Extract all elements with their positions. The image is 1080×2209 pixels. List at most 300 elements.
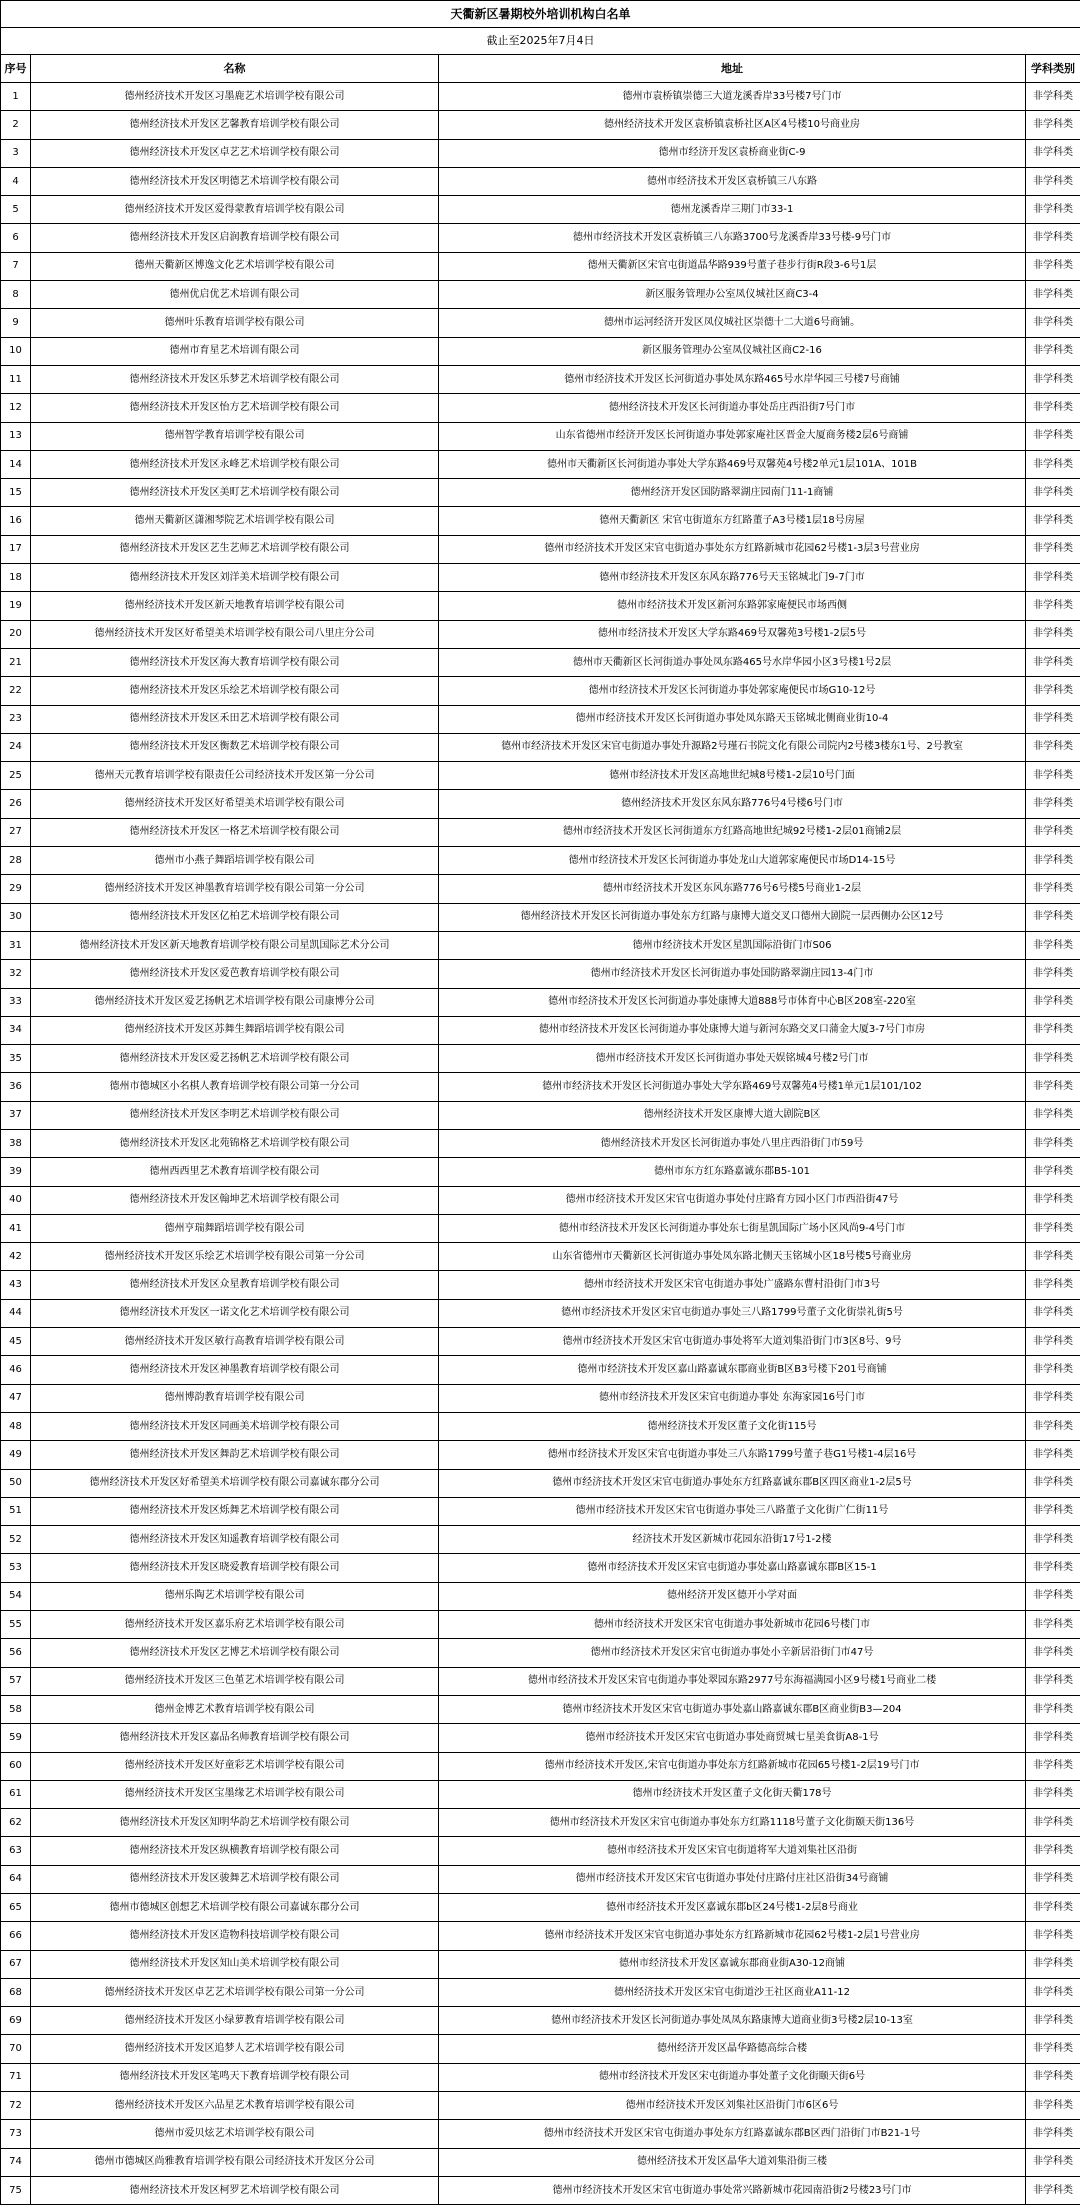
cell-address: 德州市经济技术开发区宋官屯街道办事处东方红路新城市花园62号楼1-3层3号营业房 <box>439 535 1026 563</box>
table-row <box>1 139 1080 167</box>
cell-name: 德州经济技术开发区苏舞生舞蹈培训学校有限公司 <box>31 1016 439 1044</box>
cell-index: 35 <box>1 1045 31 1073</box>
cell-category: 非学科类 <box>1026 1186 1080 1214</box>
table-row <box>1 1667 1080 1695</box>
cell-index: 9 <box>1 309 31 337</box>
cell-index: 48 <box>1 1412 31 1440</box>
cell-index: 6 <box>1 224 31 252</box>
header-index: 序号 <box>1 55 31 83</box>
cell-name: 德州经济技术开发区知明华韵艺术培训学校有限公司 <box>31 1809 439 1837</box>
cell-index: 67 <box>1 1950 31 1978</box>
table-row <box>1 847 1080 875</box>
cell-index: 46 <box>1 1356 31 1384</box>
cell-name: 德州经济技术开发区乐绘艺术培训学校有限公司第一分公司 <box>31 1243 439 1271</box>
cell-index: 74 <box>1 2148 31 2176</box>
cell-index: 38 <box>1 1129 31 1157</box>
cell-index: 18 <box>1 564 31 592</box>
table-row <box>1 1243 1080 1271</box>
cell-name: 德州经济技术开发区一诺文化艺术培训学校有限公司 <box>31 1299 439 1327</box>
cell-address: 德州市经济技术开发区宋官屯街道办事处三八东路1799号董子巷G1号楼1-4层16号 <box>439 1441 1026 1469</box>
table-row <box>1 1582 1080 1610</box>
table-row <box>1 1384 1080 1412</box>
cell-name: 德州经济技术开发区习墨鹿艺术培训学校有限公司 <box>31 83 439 111</box>
table-row <box>1 1214 1080 1242</box>
cell-address: 德州市经济技术开发区长河街道办事处凤东路465号水岸华园三号楼7号商铺 <box>439 365 1026 393</box>
cell-index: 50 <box>1 1469 31 1497</box>
cell-name: 德州经济技术开发区舞韵艺术培训学校有限公司 <box>31 1441 439 1469</box>
cell-address: 德州市经济技术开发区宋官屯街道办事处嘉山路嘉诚东郡B区15-1 <box>439 1554 1026 1582</box>
table-row <box>1 1441 1080 1469</box>
cell-name: 德州市小燕子舞蹈培训学校有限公司 <box>31 847 439 875</box>
table-row <box>1 252 1080 280</box>
cell-index: 10 <box>1 337 31 365</box>
cell-address: 德州经济开发区德开小学对面 <box>439 1582 1026 1610</box>
table-row <box>1 1016 1080 1044</box>
cell-name: 德州经济技术开发区爱艺扬帆艺术培训学校有限公司康博分公司 <box>31 988 439 1016</box>
header-category: 学科类别 <box>1026 55 1080 83</box>
cell-name: 德州市育星艺术培训有限公司 <box>31 337 439 365</box>
cell-address: 德州市经济技术开发区长河街道东方红路高地世纪城92号楼1-2层01商铺2层 <box>439 818 1026 846</box>
cell-category: 非学科类 <box>1026 2148 1080 2176</box>
cell-name: 德州经济技术开发区三色堇艺术培训学校有限公司 <box>31 1667 439 1695</box>
cell-name: 德州经济技术开发区好希望美术培训学校有限公司 <box>31 790 439 818</box>
cell-index: 13 <box>1 422 31 450</box>
cell-address: 德州天衢新区宋官屯街道晶华路939号董子巷步行街R段3-6号1层 <box>439 252 1026 280</box>
cell-address: 德州市经济技术开发区长河街道办事处天娱铭城4号楼2号门市 <box>439 1045 1026 1073</box>
sheet-title: 天衢新区暑期校外培训机构白名单 <box>1 1 1080 28</box>
cell-address: 德州市经济技术开发区宋官屯街道办事处三八路董子文化街广仁街11号 <box>439 1497 1026 1525</box>
table-row <box>1 535 1080 563</box>
table-row <box>1 1101 1080 1129</box>
cell-name: 德州天衢新区潇湘琴院艺术培训学校有限公司 <box>31 507 439 535</box>
cell-name: 德州经济技术开发区禾田艺术培训学校有限公司 <box>31 705 439 733</box>
cell-index: 8 <box>1 281 31 309</box>
cell-address: 德州市经济技术开发区宋官屯街道办事处广盛路东曹村沿街门市3号 <box>439 1271 1026 1299</box>
cell-address: 德州市经济技术开发区宋官屯街道办事处 东海家园16号门市 <box>439 1384 1026 1412</box>
cell-address: 德州市经济技术开发区宋官屯街道办事处东方红路1118号董子文化街颐天街136号 <box>439 1809 1026 1837</box>
cell-address: 德州市经济技术开发区宋官屯街道办事处将军大道刘集沿街门市3区8号、9号 <box>439 1328 1026 1356</box>
table-row <box>1 2007 1080 2035</box>
cell-address: 德州市经济技术开发区宋官屯街道办事处东方红路嘉诚东郡B区四区商业1-2层5号 <box>439 1469 1026 1497</box>
table-row <box>1 1639 1080 1667</box>
cell-category: 非学科类 <box>1026 2120 1080 2148</box>
cell-name: 德州优启优艺术培训有限公司 <box>31 281 439 309</box>
cell-name: 德州经济技术开发区海大教育培训学校有限公司 <box>31 648 439 676</box>
table-row <box>1 309 1080 337</box>
cell-category: 非学科类 <box>1026 2035 1080 2063</box>
title-row <box>1 1 1080 28</box>
cell-category: 非学科类 <box>1026 1384 1080 1412</box>
cell-address: 德州市经济技术开发区宋官屯街道办事处商贸城七星美食街A8-1号 <box>439 1724 1026 1752</box>
subtitle-row <box>1 28 1080 55</box>
cell-address: 德州市经济技术开发区宋官屯街道将军大道刘集社区沿街 <box>439 1837 1026 1865</box>
cell-index: 55 <box>1 1611 31 1639</box>
cell-index: 32 <box>1 960 31 988</box>
cell-category: 非学科类 <box>1026 1073 1080 1101</box>
cell-category: 非学科类 <box>1026 1129 1080 1157</box>
cell-index: 21 <box>1 648 31 676</box>
cell-address: 德州市经济技术开发区宋屯街道办事处董子文化街颐天街6号 <box>439 2063 1026 2091</box>
table-row <box>1 281 1080 309</box>
table-row <box>1 1752 1080 1780</box>
cell-index: 51 <box>1 1497 31 1525</box>
cell-index: 70 <box>1 2035 31 2063</box>
table-row <box>1 564 1080 592</box>
table-row <box>1 1809 1080 1837</box>
cell-name: 德州经济技术开发区晓爱教育培训学校有限公司 <box>31 1554 439 1582</box>
table-row <box>1 337 1080 365</box>
cell-name: 德州经济技术开发区艺生艺师艺术培训学校有限公司 <box>31 535 439 563</box>
cell-category: 非学科类 <box>1026 1809 1080 1837</box>
table-row <box>1 648 1080 676</box>
cell-name: 德州金博艺术教育培训学校有限公司 <box>31 1695 439 1723</box>
cell-category: 非学科类 <box>1026 790 1080 818</box>
cell-name: 德州西西里艺术教育培训学校有限公司 <box>31 1158 439 1186</box>
cell-index: 22 <box>1 677 31 705</box>
table-row <box>1 1611 1080 1639</box>
table-row <box>1 1554 1080 1582</box>
cell-category: 非学科类 <box>1026 1667 1080 1695</box>
cell-category: 非学科类 <box>1026 281 1080 309</box>
cell-category: 非学科类 <box>1026 252 1080 280</box>
cell-name: 德州经济技术开发区追梦人艺术培训学校有限公司 <box>31 2035 439 2063</box>
cell-address: 德州市经济技术开发区东风东路776号6号楼5号商业1-2层 <box>439 875 1026 903</box>
cell-index: 28 <box>1 847 31 875</box>
cell-category: 非学科类 <box>1026 1299 1080 1327</box>
cell-name: 德州经济技术开发区新天地教育培训学校有限公司 <box>31 592 439 620</box>
cell-index: 15 <box>1 479 31 507</box>
header-address: 地址 <box>439 55 1026 83</box>
cell-name: 德州经济技术开发区同画美术培训学校有限公司 <box>31 1412 439 1440</box>
cell-category: 非学科类 <box>1026 535 1080 563</box>
cell-category: 非学科类 <box>1026 620 1080 648</box>
cell-name: 德州经济技术开发区骏舞艺术培训学校有限公司 <box>31 1865 439 1893</box>
cell-name: 德州经济技术开发区纵横教育培训学校有限公司 <box>31 1837 439 1865</box>
table-row <box>1 1780 1080 1808</box>
cell-address: 德州市经济技术开发区东风东路776号天玉铭城北门9-7门市 <box>439 564 1026 592</box>
cell-name: 德州经济技术开发区启润教育培训学校有限公司 <box>31 224 439 252</box>
cell-name: 德州天元教育培训学校有限责任公司经济技术开发区第一分公司 <box>31 762 439 790</box>
table-row <box>1 1271 1080 1299</box>
cell-address: 德州市经济技术开发区长河街道办事处国防路翠湖庄园13-4门市 <box>439 960 1026 988</box>
table-row <box>1 196 1080 224</box>
cell-index: 17 <box>1 535 31 563</box>
cell-index: 54 <box>1 1582 31 1610</box>
cell-category: 非学科类 <box>1026 422 1080 450</box>
cell-index: 45 <box>1 1328 31 1356</box>
cell-address: 新区服务管理办公室凤仪城社区商C2-16 <box>439 337 1026 365</box>
table-row <box>1 1695 1080 1723</box>
cell-category: 非学科类 <box>1026 931 1080 959</box>
cell-index: 24 <box>1 733 31 761</box>
cell-address: 德州经济开发区国防路翠湖庄园南门11-1商铺 <box>439 479 1026 507</box>
cell-category: 非学科类 <box>1026 2007 1080 2035</box>
cell-category: 非学科类 <box>1026 1978 1080 2006</box>
cell-index: 69 <box>1 2007 31 2035</box>
cell-category: 非学科类 <box>1026 875 1080 903</box>
cell-category: 非学科类 <box>1026 139 1080 167</box>
cell-index: 23 <box>1 705 31 733</box>
cell-name: 德州经济技术开发区爱得蒙教育培训学校有限公司 <box>31 196 439 224</box>
table-row <box>1 960 1080 988</box>
cell-category: 非学科类 <box>1026 224 1080 252</box>
cell-address: 德州市经济技术开发区宋官屯街道办事处三八路1799号董子文化街崇礼街5号 <box>439 1299 1026 1327</box>
cell-category: 非学科类 <box>1026 648 1080 676</box>
table-row <box>1 479 1080 507</box>
table-row <box>1 450 1080 478</box>
table-row <box>1 1073 1080 1101</box>
cell-category: 非学科类 <box>1026 479 1080 507</box>
cell-address: 德州市经济技术开发区董子文化街天衢178号 <box>439 1780 1026 1808</box>
table-row <box>1 1356 1080 1384</box>
cell-name: 德州经济技术开发区好童彩艺术培训学校有限公司 <box>31 1752 439 1780</box>
table-row <box>1 422 1080 450</box>
cell-address: 德州市经济技术开发区宋官屯街道办事处嘉山路嘉诚东郡B区商业街B3—204 <box>439 1695 1026 1723</box>
table-row <box>1 1299 1080 1327</box>
cell-index: 52 <box>1 1526 31 1554</box>
cell-category: 非学科类 <box>1026 733 1080 761</box>
cell-index: 42 <box>1 1243 31 1271</box>
cell-name: 德州经济技术开发区新天地教育培训学校有限公司星凯国际艺术分公司 <box>31 931 439 959</box>
cell-index: 30 <box>1 903 31 931</box>
table-row <box>1 2035 1080 2063</box>
table-row <box>1 507 1080 535</box>
cell-name: 德州博韵教育培训学校有限公司 <box>31 1384 439 1412</box>
table-row <box>1 818 1080 846</box>
cell-category: 非学科类 <box>1026 1865 1080 1893</box>
table-row <box>1 1469 1080 1497</box>
cell-category: 非学科类 <box>1026 450 1080 478</box>
cell-category: 非学科类 <box>1026 1356 1080 1384</box>
cell-name: 德州经济技术开发区乐梦艺术培训学校有限公司 <box>31 365 439 393</box>
table-row <box>1 365 1080 393</box>
cell-address: 德州经济技术开发区康博大道大剧院B区 <box>439 1101 1026 1129</box>
cell-name: 德州经济技术开发区造物科技培训学校有限公司 <box>31 1922 439 1950</box>
cell-index: 57 <box>1 1667 31 1695</box>
cell-index: 7 <box>1 252 31 280</box>
table-row <box>1 224 1080 252</box>
cell-name: 德州乐陶艺术培训学校有限公司 <box>31 1582 439 1610</box>
cell-index: 3 <box>1 139 31 167</box>
cell-category: 非学科类 <box>1026 2063 1080 2091</box>
cell-index: 19 <box>1 592 31 620</box>
table-row <box>1 1412 1080 1440</box>
cell-category: 非学科类 <box>1026 847 1080 875</box>
cell-index: 26 <box>1 790 31 818</box>
cell-category: 非学科类 <box>1026 1243 1080 1271</box>
cell-address: 德州市经济技术开发区长河街道办事处康博大道与新河东路交叉口蒲金大厦3-7号门市房 <box>439 1016 1026 1044</box>
cell-category: 非学科类 <box>1026 1526 1080 1554</box>
cell-name: 德州经济技术开发区永峰艺术培训学校有限公司 <box>31 450 439 478</box>
cell-category: 非学科类 <box>1026 196 1080 224</box>
cell-name: 德州经济技术开发区知山美术培训学校有限公司 <box>31 1950 439 1978</box>
cell-address: 德州市经济技术开发区嘉诚东郡商业街A30-12商铺 <box>439 1950 1026 1978</box>
cell-address: 德州市经济技术开发区宋官屯街道办事处东方红路新城市花园62号楼1-2层1号营业房 <box>439 1922 1026 1950</box>
cell-index: 60 <box>1 1752 31 1780</box>
table-row <box>1 1837 1080 1865</box>
cell-address: 德州市经济开发区袁桥商业街C-9 <box>439 139 1026 167</box>
cell-name: 德州经济技术开发区柯罗艺术培训学校有限公司 <box>31 2176 439 2204</box>
cell-name: 德州市德城区小名棋人教育培训学校有限公司第一分公司 <box>31 1073 439 1101</box>
cell-name: 德州经济技术开发区怡方艺术培训学校有限公司 <box>31 394 439 422</box>
cell-category: 非学科类 <box>1026 365 1080 393</box>
table-row <box>1 2176 1080 2204</box>
cell-category: 非学科类 <box>1026 1780 1080 1808</box>
cell-category: 非学科类 <box>1026 1214 1080 1242</box>
cell-category: 非学科类 <box>1026 903 1080 931</box>
cell-index: 41 <box>1 1214 31 1242</box>
cell-index: 27 <box>1 818 31 846</box>
cell-category: 非学科类 <box>1026 1016 1080 1044</box>
cell-address: 德州市天衢新区长河街道办事处大学东路469号双馨苑4号楼2单元1层101A、101B <box>439 450 1026 478</box>
cell-address: 德州经济技术开发区袁桥镇袁桥社区A区4号楼10号商业房 <box>439 111 1026 139</box>
cell-address: 德州市天衢新区长河街道办事处凤东路465号水岸华园小区3号楼1号2层 <box>439 648 1026 676</box>
cell-name: 德州智学教育培训学校有限公司 <box>31 422 439 450</box>
cell-name: 德州经济技术开发区明德艺术培训学校有限公司 <box>31 167 439 195</box>
table-row <box>1 1978 1080 2006</box>
cell-index: 66 <box>1 1922 31 1950</box>
cell-category: 非学科类 <box>1026 677 1080 705</box>
cell-name: 德州经济技术开发区一格艺术培训学校有限公司 <box>31 818 439 846</box>
cell-category: 非学科类 <box>1026 111 1080 139</box>
cell-address: 德州市经济技术开发区嘉诚东郡b区24号楼1-2层8号商业 <box>439 1894 1026 1922</box>
cell-address: 德州市经济技术开发区宋官屯街道办事处翠园东路2977号东海福满园小区9号楼1号商业二楼 <box>439 1667 1026 1695</box>
cell-address: 德州市东方红东路嘉诚东郡B5-101 <box>439 1158 1026 1186</box>
cell-address: 德州市经济技术开发区,宋官屯街道办事处东方红路新城市花园65号楼1-2层19号门市 <box>439 1752 1026 1780</box>
cell-address: 德州市经济技术开发区长河街道办事处龙山大道郭家庵便民市场D14-15号 <box>439 847 1026 875</box>
cell-index: 29 <box>1 875 31 903</box>
cell-index: 61 <box>1 1780 31 1808</box>
cell-index: 56 <box>1 1639 31 1667</box>
cell-address: 德州龙溪香岸三期门市33-1 <box>439 196 1026 224</box>
cell-address: 德州经济技术开发区长河街道办事处岳庄西沿街7号门市 <box>439 394 1026 422</box>
table-row <box>1 167 1080 195</box>
cell-name: 德州经济技术开发区亿柏艺术培训学校有限公司 <box>31 903 439 931</box>
cell-index: 58 <box>1 1695 31 1723</box>
cell-address: 山东省德州市经济开发区长河街道办事处郭家庵社区晋金大厦商务楼2层6号商铺 <box>439 422 1026 450</box>
table-row <box>1 733 1080 761</box>
cell-category: 非学科类 <box>1026 309 1080 337</box>
table-row <box>1 1328 1080 1356</box>
header-name: 名称 <box>31 55 439 83</box>
cell-address: 德州市袁桥镇崇德三大道龙溪香岸33号楼7号门市 <box>439 83 1026 111</box>
cell-index: 72 <box>1 2092 31 2120</box>
cell-address: 德州市经济技术开发区刘集社区沿街门市6区6号 <box>439 2092 1026 2120</box>
cell-index: 71 <box>1 2063 31 2091</box>
cell-address: 德州市经济技术开发区宋官屯街道办事处付庄路育方园小区门市西沿街47号 <box>439 1186 1026 1214</box>
cell-category: 非学科类 <box>1026 1639 1080 1667</box>
cell-address: 德州经济技术开发区宋官屯街道沙王社区商业A11-12 <box>439 1978 1026 2006</box>
cell-index: 44 <box>1 1299 31 1327</box>
cell-category: 非学科类 <box>1026 507 1080 535</box>
cell-address: 德州经济技术开发区董子文化街115号 <box>439 1412 1026 1440</box>
cell-address: 德州市经济技术开发区长河街道办事处凤东路天玉铭城北侧商业街10-4 <box>439 705 1026 733</box>
table-row <box>1 1894 1080 1922</box>
table-row <box>1 2120 1080 2148</box>
cell-index: 47 <box>1 1384 31 1412</box>
cell-address: 德州经济技术开发区长河街道办事处东方红路与康博大道交叉口德州大剧院一层西侧办公区12号 <box>439 903 1026 931</box>
cell-name: 德州经济技术开发区衡数艺术培训学校有限公司 <box>31 733 439 761</box>
cell-address: 新区服务管理办公室凤仪城社区商C3-4 <box>439 281 1026 309</box>
cell-name: 德州经济技术开发区刘洋美术培训学校有限公司 <box>31 564 439 592</box>
table-row <box>1 1950 1080 1978</box>
cell-category: 非学科类 <box>1026 1611 1080 1639</box>
cell-name: 德州经济技术开发区翰坤艺术培训学校有限公司 <box>31 1186 439 1214</box>
cell-name: 德州经济技术开发区美町艺术培训学校有限公司 <box>31 479 439 507</box>
cell-index: 62 <box>1 1809 31 1837</box>
cell-address: 德州市经济技术开发区长河街道办事处康博大道888号市体育中心B区208室-220室 <box>439 988 1026 1016</box>
table-row <box>1 875 1080 903</box>
cell-index: 64 <box>1 1865 31 1893</box>
cell-category: 非学科类 <box>1026 818 1080 846</box>
cell-name: 德州经济技术开发区六品星艺术教育培训学校有限公司 <box>31 2092 439 2120</box>
cell-name: 德州经济技术开发区神墨教育培训学校有限公司第一分公司 <box>31 875 439 903</box>
table-row <box>1 790 1080 818</box>
cell-name: 德州经济技术开发区卓艺艺术培训学校有限公司 <box>31 139 439 167</box>
cell-category: 非学科类 <box>1026 1894 1080 1922</box>
cell-address: 经济技术开发区新城市花园东沿街17号1-2楼 <box>439 1526 1026 1554</box>
cell-address: 德州经济开发区晶华路德高综合楼 <box>439 2035 1026 2063</box>
cell-name: 德州市德城区尚雅教育培训学校有限公司经济技术开发区分公司 <box>31 2148 439 2176</box>
cell-category: 非学科类 <box>1026 762 1080 790</box>
table-row <box>1 1045 1080 1073</box>
cell-address: 德州天衢新区 宋官屯街道东方红路董子A3号楼1层18号房屋 <box>439 507 1026 535</box>
table-row <box>1 2063 1080 2091</box>
cell-index: 4 <box>1 167 31 195</box>
cell-name: 德州经济技术开发区李明艺术培训学校有限公司 <box>31 1101 439 1129</box>
cell-index: 73 <box>1 2120 31 2148</box>
cell-name: 德州经济技术开发区艺博艺术培训学校有限公司 <box>31 1639 439 1667</box>
cell-name: 德州经济技术开发区北苑锦格艺术培训学校有限公司 <box>31 1129 439 1157</box>
table-row <box>1 1129 1080 1157</box>
cell-category: 非学科类 <box>1026 1441 1080 1469</box>
cell-category: 非学科类 <box>1026 167 1080 195</box>
cell-category: 非学科类 <box>1026 83 1080 111</box>
cell-category: 非学科类 <box>1026 1837 1080 1865</box>
cell-index: 59 <box>1 1724 31 1752</box>
cell-name: 德州经济技术开发区好希望美术培训学校有限公司嘉诚东郡分公司 <box>31 1469 439 1497</box>
cell-address: 德州市经济技术开发区长河街道办事处东七街星凯国际广场小区风尚9-4号门市 <box>439 1214 1026 1242</box>
table-row <box>1 111 1080 139</box>
cell-address: 德州市运河经济开发区凤仪城社区崇德十二大道6号商铺。 <box>439 309 1026 337</box>
table-row <box>1 1922 1080 1950</box>
cell-address: 德州市经济技术开发区新河东路郭家庵便民市场西侧 <box>439 592 1026 620</box>
table-row <box>1 2092 1080 2120</box>
cell-name: 德州市德城区创想艺术培训学校有限公司嘉诚东郡分公司 <box>31 1894 439 1922</box>
table-row <box>1 1865 1080 1893</box>
cell-category: 非学科类 <box>1026 705 1080 733</box>
table-row <box>1 1724 1080 1752</box>
cell-category: 非学科类 <box>1026 1101 1080 1129</box>
cell-name: 德州市爱贝炫艺术培训学校有限公司 <box>31 2120 439 2148</box>
table-row <box>1 903 1080 931</box>
cell-index: 43 <box>1 1271 31 1299</box>
cell-category: 非学科类 <box>1026 1752 1080 1780</box>
table-row <box>1 2148 1080 2176</box>
cell-name: 德州经济技术开发区卓艺艺术培训学校有限公司第一分公司 <box>31 1978 439 2006</box>
cell-name: 德州经济技术开发区笔鸣天下教育培训学校有限公司 <box>31 2063 439 2091</box>
cell-category: 非学科类 <box>1026 988 1080 1016</box>
cell-name: 德州经济技术开发区嘉乐府艺术培训学校有限公司 <box>31 1611 439 1639</box>
cell-name: 德州天衢新区博逸文化艺术培训学校有限公司 <box>31 252 439 280</box>
cell-name: 德州亨瑞舞蹈培训学校有限公司 <box>31 1214 439 1242</box>
cell-address: 德州经济技术开发区晶华大道刘集沿街三楼 <box>439 2148 1026 2176</box>
cell-category: 非学科类 <box>1026 2092 1080 2120</box>
cell-category: 非学科类 <box>1026 1922 1080 1950</box>
cell-name: 德州经济技术开发区好希望美术培训学校有限公司八里庄分公司 <box>31 620 439 648</box>
cell-name: 德州经济技术开发区宝墨缘艺术培训学校有限公司 <box>31 1780 439 1808</box>
table-row <box>1 620 1080 648</box>
